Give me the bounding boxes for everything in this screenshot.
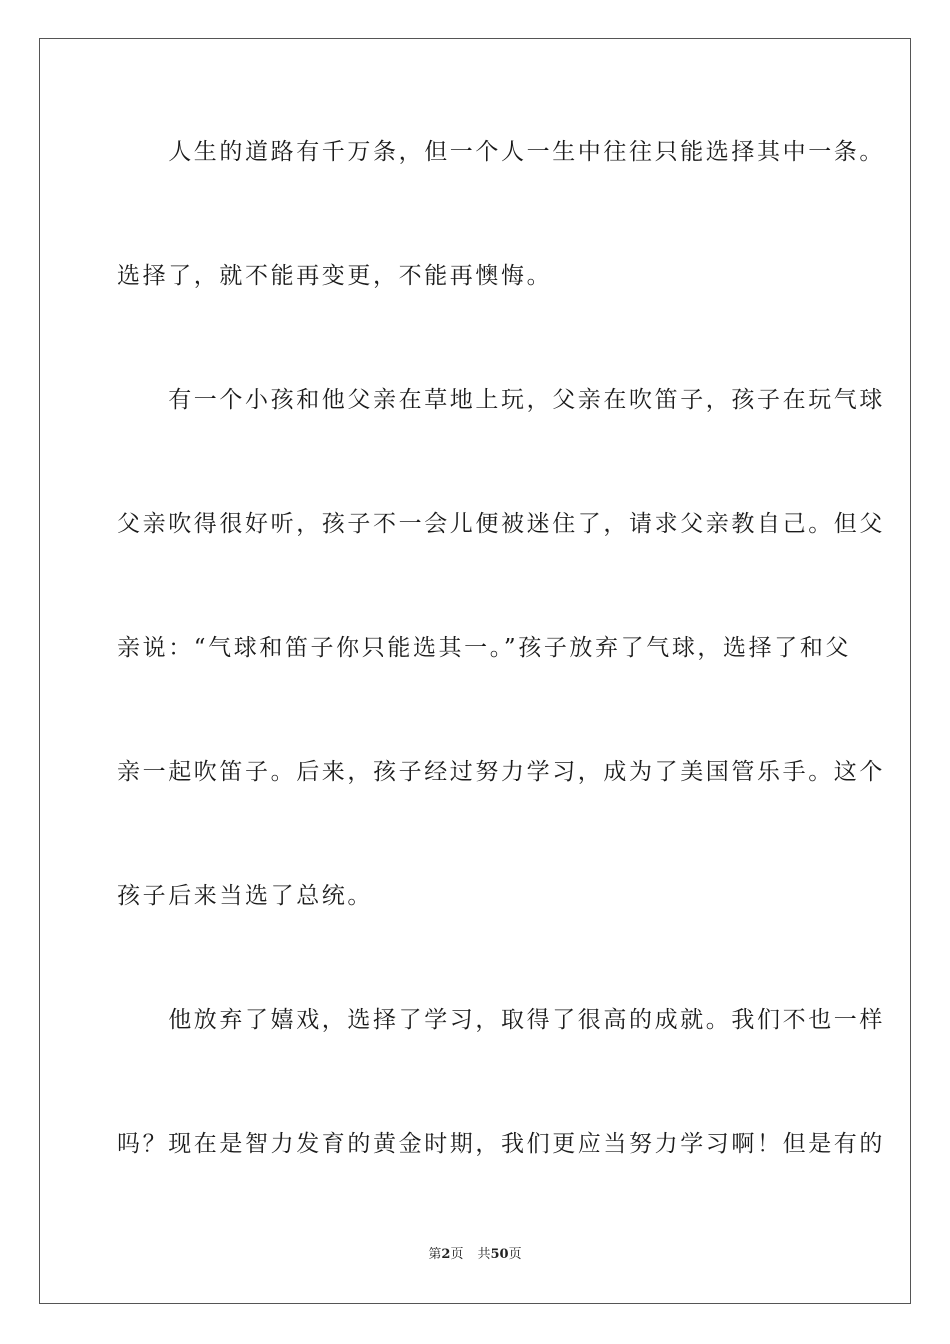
- footer-page-suffix: 页: [450, 1247, 464, 1262]
- text-line-7: 孩子后来当选了总统。: [117, 883, 373, 909]
- page-border: [39, 38, 911, 1304]
- footer-prefix: 第: [428, 1247, 442, 1262]
- text-line-6: 亲一起吹笛子。后来，孩子经过努力学习，成为了美国管乐手。这个: [117, 759, 885, 785]
- footer-total-suffix: 页: [508, 1247, 522, 1262]
- total-page-count: 50: [490, 1247, 509, 1262]
- text-line-5: 亲说：“气球和笛子你只能选其一。”孩子放弃了气球，选择了和父: [117, 635, 852, 661]
- text-line-3: 有一个小孩和他父亲在草地上玩，父亲在吹笛子，孩子在玩气球: [117, 387, 885, 413]
- text-line-8: 他放弃了嬉戏，选择了学习，取得了很高的成就。我们不也一样: [117, 1007, 885, 1033]
- page-footer: [0, 1246, 950, 1264]
- text-line-9: 吗？现在是智力发育的黄金时期，我们更应当努力学习啊！但是有的: [117, 1131, 885, 1157]
- text-line-2: 选择了，就不能再变更，不能再懊悔。: [117, 263, 553, 289]
- current-page-number: 2: [441, 1247, 451, 1262]
- footer-total-prefix: 共: [477, 1247, 491, 1262]
- text-line-1: 人生的道路有千万条，但一个人一生中往往只能选择其中一条。: [117, 139, 885, 165]
- text-line-4: 父亲吹得很好听，孩子不一会儿便被迷住了，请求父亲教自己。但父: [117, 511, 885, 537]
